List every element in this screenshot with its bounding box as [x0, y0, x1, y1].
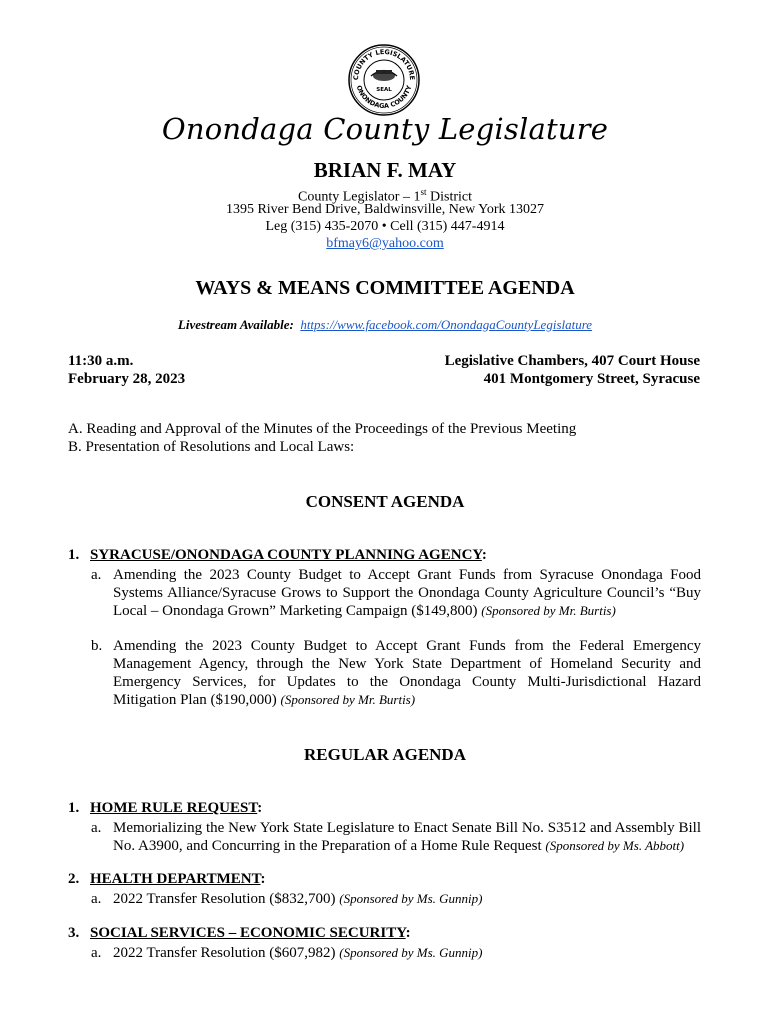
- item-number: 2.: [68, 871, 80, 887]
- agenda-title: WAYS & MEANS COMMITTEE AGENDA: [195, 277, 575, 299]
- consent-item-1-heading: 1. SYRACUSE/ONONDAGA COUNTY PLANNING AGENCY:: [68, 547, 487, 563]
- sponsor: (Sponsored by Ms. Gunnip): [339, 945, 483, 960]
- sub-text: 2022 Transfer Resolution ($832,700): [113, 891, 336, 907]
- prelim-item-b: B. Presentation of Resolutions and Local Laws:: [68, 439, 355, 455]
- sub-letter: a.: [91, 567, 102, 583]
- address: 1395 River Bend Drive, Baldwinsville, New York 13027: [225, 202, 545, 217]
- organization-title: Onondaga County Legislature: [161, 112, 609, 146]
- seal-top-text: COUNTY LEGISLATURE: [351, 47, 417, 81]
- item-label: SYRACUSE/ONONDAGA COUNTY PLANNING AGENCY: [90, 547, 482, 563]
- meeting-date: February 28, 2023: [68, 371, 186, 387]
- item-number: 1.: [68, 800, 80, 816]
- regular-item-1-heading: 1. HOME RULE REQUEST:: [68, 800, 263, 816]
- item-number: 1.: [68, 547, 80, 563]
- seal-label: SEAL: [376, 87, 392, 93]
- regular-item-2-heading: 2. HEALTH DEPARTMENT:: [68, 871, 266, 887]
- sponsor: (Sponsored by Mr. Burtis): [481, 603, 616, 618]
- regular-item-1a: [91, 819, 701, 855]
- sub-text: Amending the 2023 County Budget to Accept Grant Funds from Syracuse Onondaga Food Systems Alliance/Syracuse Grows to Support the Onondaga County Agriculture Council’s “Buy Local – Onondaga Grown” Marketing Campaign ($149,800): [113, 567, 701, 619]
- sub-text: Memorializing the New York State Legislature to Enact Senate Bill No. S3512 and Assembly Bill No. A3900, and Concurring in the Preparation of a Home Rule Request: [113, 820, 701, 854]
- sub-text: 2022 Transfer Resolution ($607,982): [113, 945, 336, 961]
- sub-letter: a.: [91, 891, 102, 907]
- consent-item-1a: [91, 566, 701, 620]
- location-line-1: Legislative Chambers, 407 Court House: [444, 353, 700, 369]
- phone-numbers: Leg (315) 435-2070 • Cell (315) 447-4914: [265, 219, 505, 234]
- meeting-time: 11:30 a.m.: [68, 353, 134, 369]
- sub-letter: a.: [91, 820, 102, 836]
- sponsor: (Sponsored by Ms. Gunnip): [339, 891, 483, 906]
- sub-text: Amending the 2023 County Budget to Accept Grant Funds from the Federal Emergency Management Agency, through the New York State Department of Homeland Security and Emergency Services, for Updates to the Onondaga County Multi-Jurisdictional Hazard Mitigation Plan ($190,000): [113, 638, 701, 708]
- regular-item-3a: [91, 944, 701, 962]
- email-link[interactable]: bfmay6@yahoo.com: [326, 236, 444, 251]
- regular-item-3-heading: 3. SOCIAL SERVICES – ECONOMIC SECURITY:: [68, 925, 411, 941]
- meeting-location: [445, 352, 700, 388]
- item-number: 3.: [68, 925, 80, 941]
- meeting-time-date: [68, 352, 185, 388]
- seal-bottom-text: ONONDAGA COUNTY: [354, 84, 414, 111]
- consent-agenda-heading: CONSENT AGENDA: [305, 492, 465, 511]
- role-suffix: District: [426, 189, 472, 205]
- livestream-link[interactable]: https://www.facebook.com/OnondagaCountyLegislature: [300, 317, 593, 332]
- role-sup: st: [420, 187, 427, 197]
- livestream-label: Livestream Available:: [177, 317, 294, 332]
- livestream-line: [0, 317, 770, 333]
- sponsor: (Sponsored by Mr. Burtis): [280, 692, 416, 707]
- prelim-item-a: A. Reading and Approval of the Minutes of the Proceedings of the Previous Meeting: [68, 421, 577, 437]
- item-label: HOME RULE REQUEST: [90, 800, 258, 816]
- county-seal-logo: [347, 43, 421, 117]
- role-prefix: County Legislator – 1: [297, 189, 421, 205]
- item-label: SOCIAL SERVICES – ECONOMIC SECURITY: [90, 925, 406, 941]
- consent-item-1b: [91, 637, 701, 709]
- regular-agenda-heading: REGULAR AGENDA: [304, 745, 466, 764]
- location-line-2: 401 Montgomery Street, Syracuse: [483, 371, 700, 387]
- regular-item-2a: [91, 890, 701, 908]
- sub-letter: b.: [91, 638, 103, 654]
- sub-letter: a.: [91, 945, 102, 961]
- sponsor: (Sponsored by Ms. Abbott): [545, 838, 685, 853]
- legislator-name: BRIAN F. MAY: [313, 158, 457, 182]
- item-label: HEALTH DEPARTMENT: [90, 871, 261, 887]
